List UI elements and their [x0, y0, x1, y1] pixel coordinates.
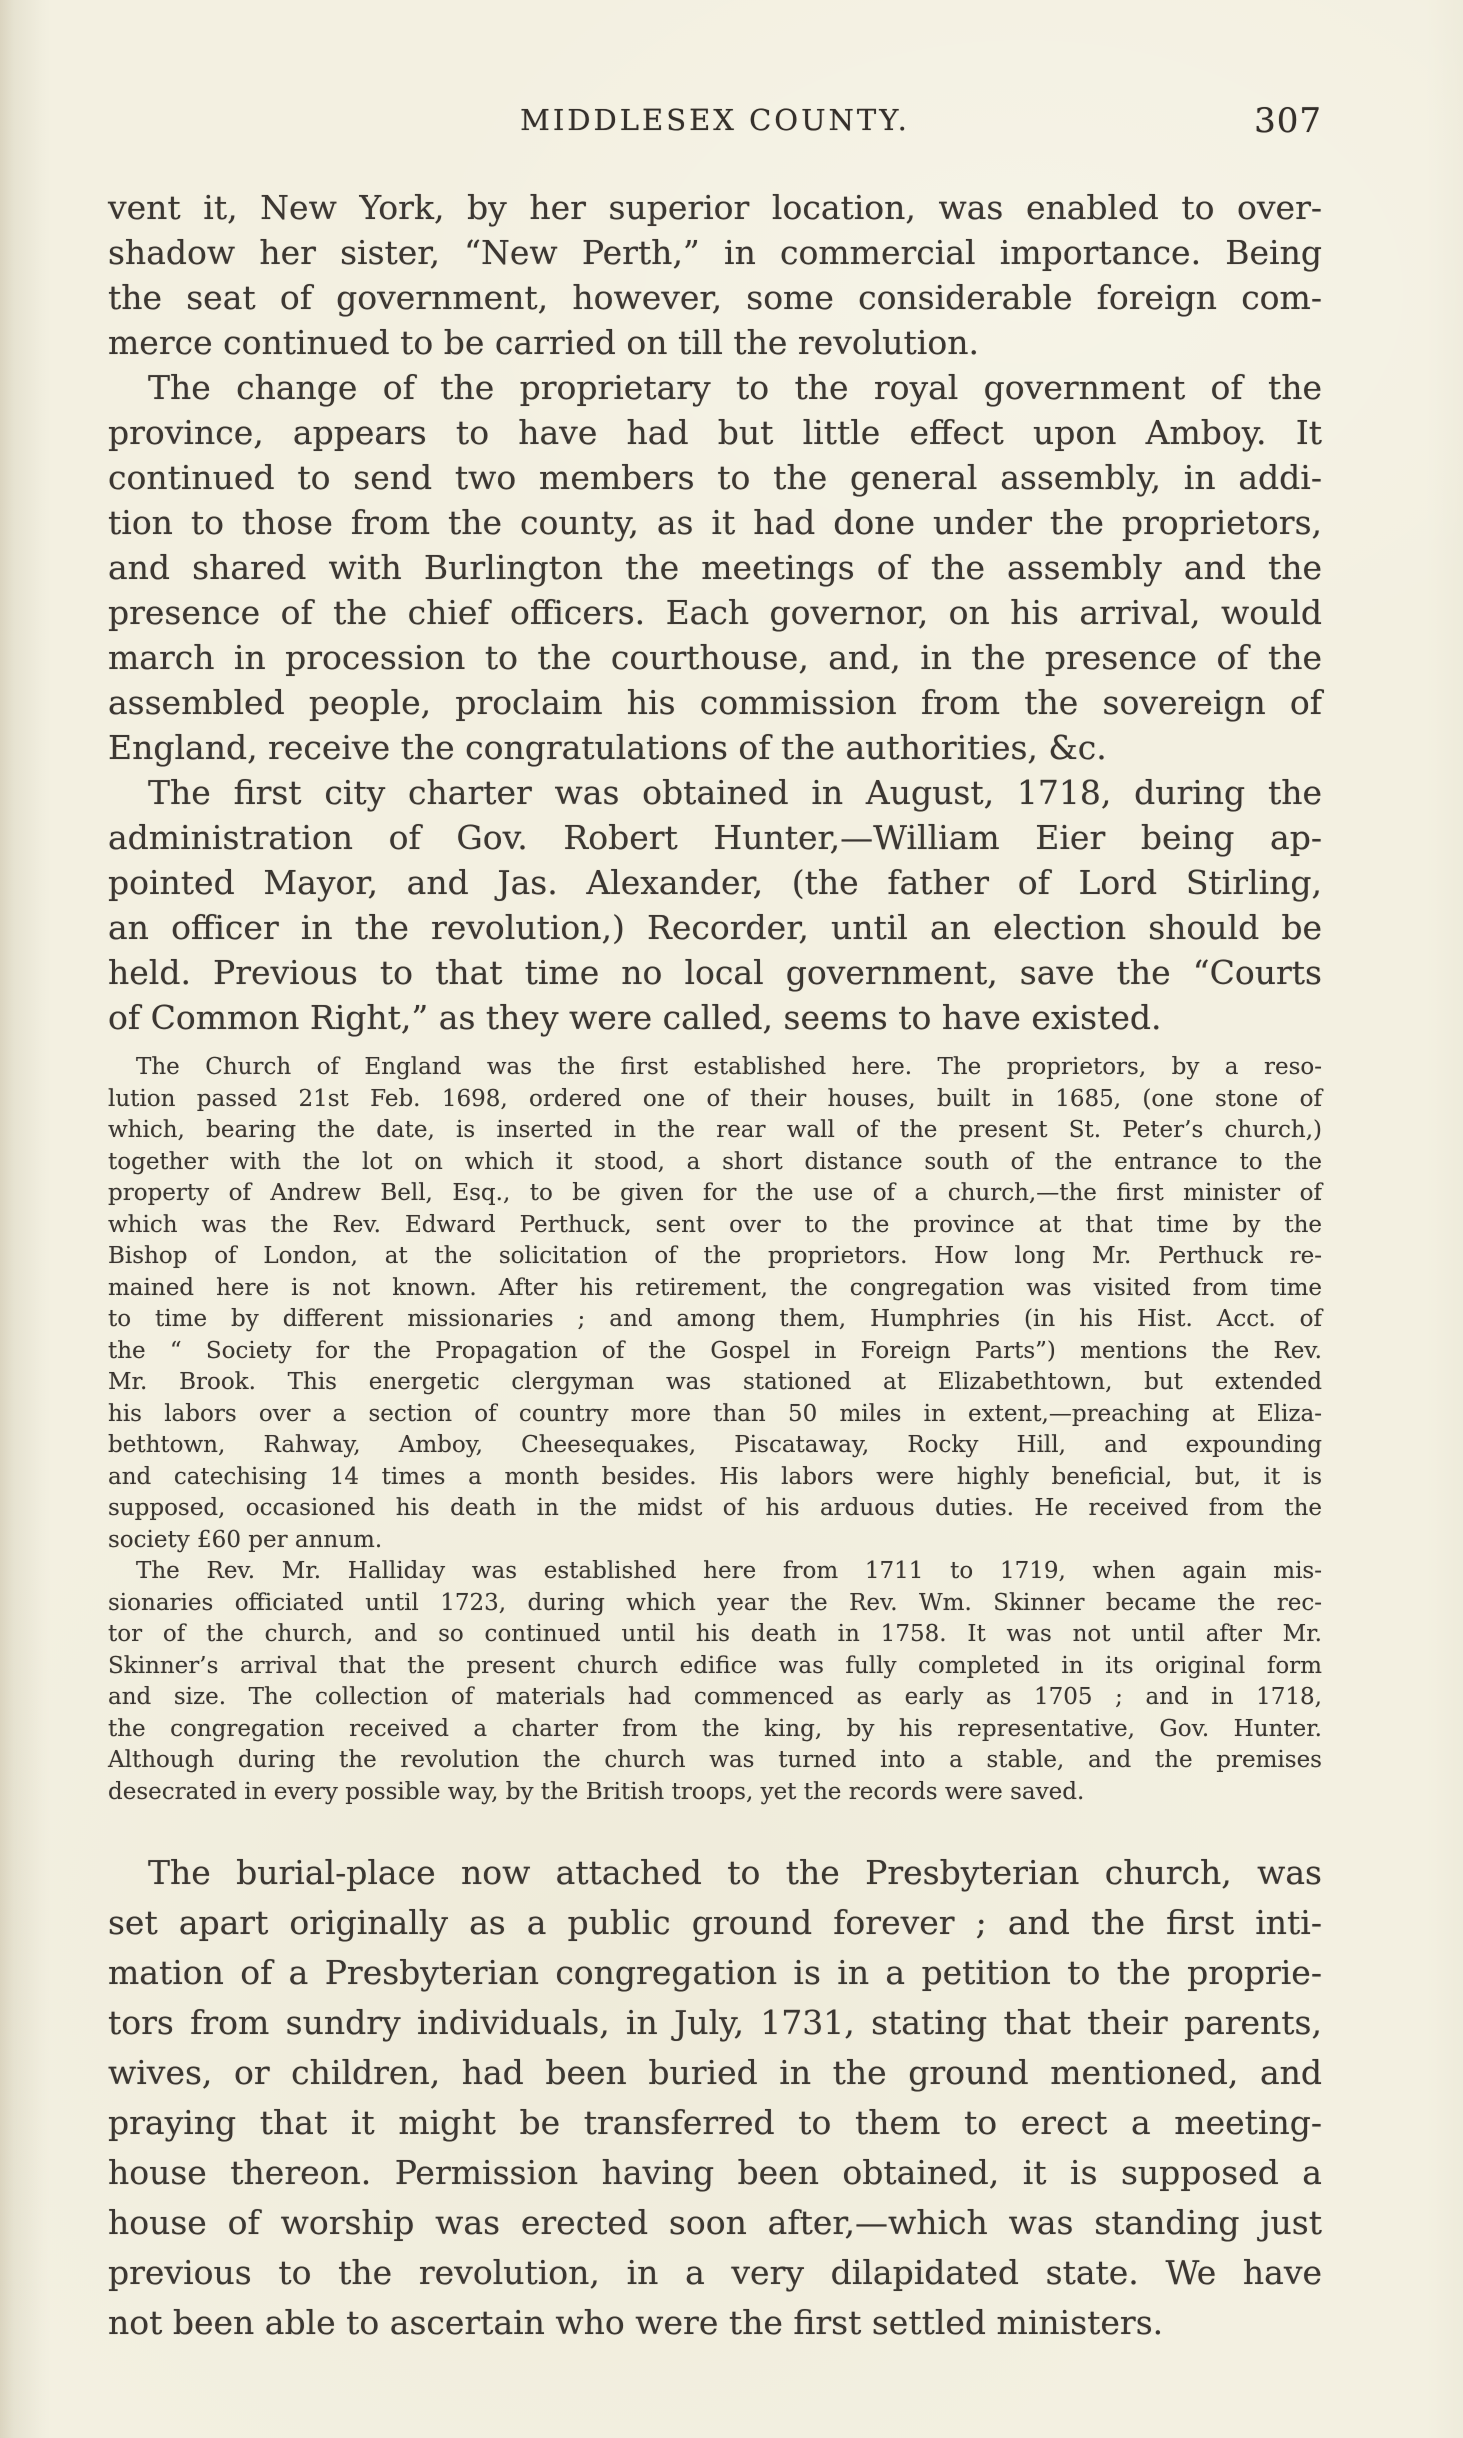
footnote-paragraph	[108, 1052, 1322, 1556]
running-head	[108, 103, 1322, 149]
paragraph	[108, 1848, 1322, 2348]
text-line: and shared with Burlington the meetings of the assembly and the	[108, 548, 1322, 587]
text-line: vent it, New York, by her superior location, was enabled to over-	[108, 188, 1322, 227]
text-line: an officer in the revolution,) Recorder, until an election should be	[108, 908, 1322, 947]
text-line: which was the Rev. Edward Perthuck, sent over to the province at that time by the	[108, 1211, 1322, 1238]
text-line: tors from sundry individuals, in July, 1731, stating that their parents,	[108, 2003, 1322, 2042]
text-line: shadow her sister, “New Perth,” in commercial importance. Being	[108, 233, 1322, 272]
text-line: Mr. Brook. This energetic clergyman was stationed at Elizabethtown, but extended	[108, 1369, 1322, 1395]
text-line: held. Previous to that time no local government, save the “Courts	[108, 953, 1322, 992]
text-line: The change of the proprietary to the royal government of the	[148, 368, 1322, 407]
text-line: desecrated in every possible way, by the British troops, yet the records were saved.	[108, 1778, 1085, 1805]
text-line: of Common Right,” as they were called, seems to have existed.	[108, 998, 1162, 1037]
text-line: England, receive the congratulations of the authorities, &c.	[108, 728, 1107, 767]
text-line: Skinner’s arrival that the present church edifice was fully completed in its original form	[108, 1652, 1322, 1679]
text-line: society £60 per annum.	[108, 1526, 383, 1553]
text-line: together with the lot on which it stood, a short distance south of the entrance to the	[108, 1148, 1322, 1175]
text-line: mation of a Presbyterian congregation is in a petition to the proprie-	[108, 1953, 1322, 1992]
text-line: supposed, occasioned his death in the midst of his arduous duties. He received from the	[108, 1495, 1322, 1521]
text-line: tor of the church, and so continued until his death in 1758. It was not until after Mr.	[108, 1621, 1322, 1647]
text-line: merce continued to be carried on till the revolution.	[108, 323, 979, 362]
page-number: 307	[1254, 101, 1322, 141]
text-line: march in procession to the courthouse, and, in the presence of the	[108, 638, 1322, 677]
paragraph	[108, 770, 1322, 1040]
text-line: and size. The collection of materials had commenced as early as 1705 ; and in 1718,	[108, 1684, 1322, 1710]
text-line: assembled people, proclaim his commission from the sovereign of	[108, 683, 1322, 722]
text-line: sionaries officiated until 1723, during which year the Rev. Wm. Skinner became the rec-	[108, 1589, 1322, 1616]
text-line: Although during the revolution the church was turned into a stable, and the premises	[108, 1747, 1322, 1773]
text-line: and catechising 14 times a month besides. His labors were highly beneficial, but, it is	[108, 1463, 1322, 1490]
main-text-section	[108, 185, 1322, 1040]
text-line: tion to those from the county, as it had done under the proprietors,	[108, 503, 1322, 542]
text-line: praying that it might be transferred to them to erect a meeting-	[108, 2103, 1322, 2142]
paragraph	[108, 185, 1322, 365]
text-line: pointed Mayor, and Jas. Alexander, (the father of Lord Stirling,	[108, 863, 1322, 902]
text-line: to time by different missionaries ; and among them, Humphries (in his Hist. Acct. of	[108, 1306, 1322, 1332]
text-line: not been able to ascertain who were the first settled ministers.	[108, 2303, 1164, 2342]
text-line: Bishop of London, at the solicitation of the proprietors. How long Mr. Perthuck re-	[108, 1243, 1322, 1269]
text-line: the “ Society for the Propagation of the Gospel in Foreign Parts”) mentions the Rev.	[108, 1337, 1322, 1364]
text-line: wives, or children, had been buried in the ground mentioned, and	[108, 2053, 1322, 2092]
text-line: bethtown, Rahway, Amboy, Cheesequakes, Piscataway, Rocky Hill, and expounding	[108, 1432, 1322, 1458]
text-line: continued to send two members to the general assembly, in addi-	[108, 458, 1322, 497]
text-line: the congregation received a charter from the king, by his representative, Gov. Hunter.	[108, 1715, 1322, 1742]
paragraph	[108, 365, 1322, 770]
text-line: The burial-place now attached to the Presbyterian church, was	[148, 1853, 1322, 1892]
closing-text-section	[108, 1848, 1322, 2348]
text-line: the seat of government, however, some considerable foreign com-	[108, 278, 1322, 317]
text-line: which, bearing the date, is inserted in the rear wall of the present St. Peter’s church,)	[108, 1117, 1322, 1143]
text-block	[108, 0, 1322, 2348]
text-line: mained here is not known. After his retirement, the congregation was visited from time	[108, 1274, 1322, 1301]
text-line: set apart originally as a public ground forever ; and the first inti-	[108, 1903, 1322, 1942]
text-line: previous to the revolution, in a very dilapidated state. We have	[108, 2253, 1322, 2292]
text-line: lution passed 21st Feb. 1698, ordered one of their houses, built in 1685, (one stone of	[108, 1085, 1322, 1112]
text-line: The Church of England was the first established here. The proprietors, by a reso-	[136, 1054, 1322, 1080]
text-line: presence of the chief officers. Each governor, on his arrival, would	[108, 593, 1322, 632]
text-line: his labors over a section of country more than 50 miles in extent,—preaching at Eliza-	[108, 1400, 1322, 1427]
text-line: house thereon. Permission having been obtained, it is supposed a	[108, 2153, 1322, 2192]
text-line: province, appears to have had but little effect upon Amboy. It	[108, 413, 1322, 452]
text-line: house of worship was erected soon after,—which was standing just	[108, 2203, 1322, 2242]
text-line: The first city charter was obtained in August, 1718, during the	[148, 773, 1322, 812]
text-line: property of Andrew Bell, Esq., to be given for the use of a church,—the first minister of	[108, 1180, 1322, 1206]
text-line: The Rev. Mr. Halliday was established here from 1711 to 1719, when again mis-	[136, 1558, 1322, 1584]
text-line: administration of Gov. Robert Hunter,—William Eier being ap-	[108, 818, 1322, 857]
page-title: MIDDLESEX COUNTY.	[520, 103, 910, 137]
footnote-section	[108, 1052, 1322, 1808]
footnote-paragraph	[108, 1556, 1322, 1808]
